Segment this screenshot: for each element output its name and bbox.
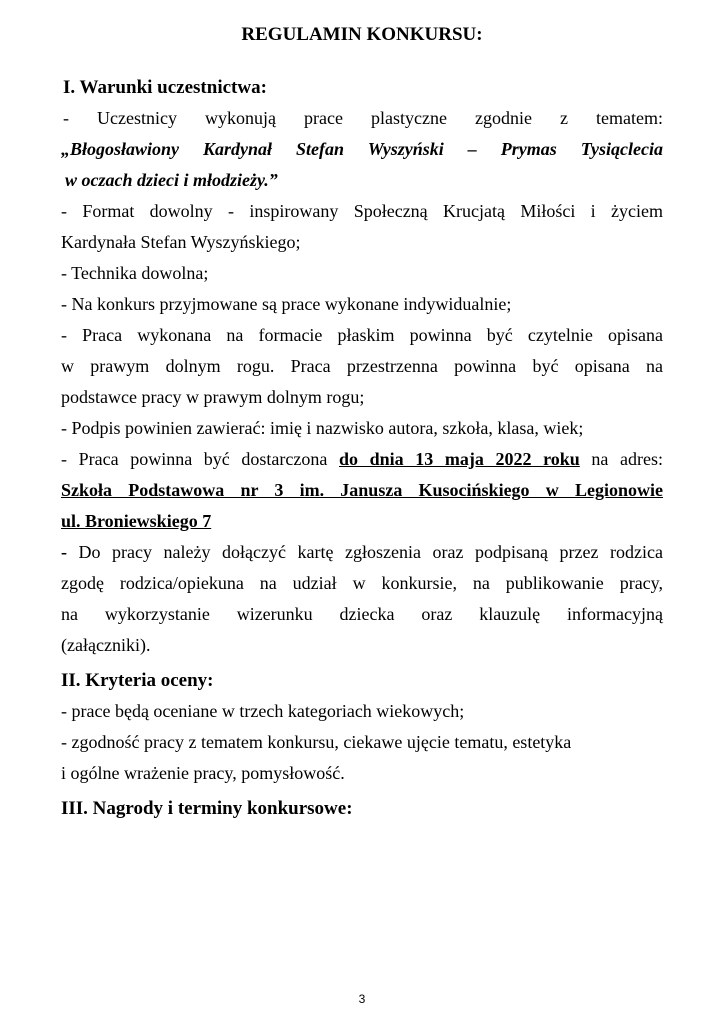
individual-work-line: - Na konkurs przyjmowane są prace wykonane indywidualnie; (61, 294, 512, 314)
document-body (61, 72, 663, 824)
delivery-suffix: na adres: (591, 449, 664, 469)
description-line-3: podstawce pracy w prawym dolnym rogu; (61, 387, 365, 407)
theme-line-2: w oczach dzieci i młodzieży.” (65, 170, 278, 190)
criteria-line-3: i ogólne wrażenie pracy, pomysłowość. (61, 763, 345, 783)
delivery-line (61, 444, 663, 475)
theme-line-1: „Błogosławiony Kardynał Stefan Wyszyński – Prymas Tysiąclecia (61, 139, 663, 159)
section-heading-prizes: III. Nagrody i terminy konkursowe: (61, 798, 353, 819)
description-line-1: - Praca wykonana na formacie płaskim powinna być czytelnie opisana (61, 325, 663, 345)
criteria-line-1: - prace będą oceniane w trzech kategoriach wiekowych; (61, 701, 465, 721)
signature-line: - Podpis powinien zawierać: imię i nazwisko autora, szkoła, klasa, wiek; (61, 418, 584, 438)
format-line-2: Kardynała Stefan Wyszyńskiego; (61, 232, 301, 252)
document-title: REGULAMIN KONKURSU: (241, 24, 483, 45)
attachments-line-2: zgodę rodzica/opiekuna na udział w konkursie, na publikowanie pracy, (61, 573, 663, 593)
section-heading-criteria: II. Kryteria oceny: (61, 670, 214, 691)
address-line-2: ul. Broniewskiego 7 (61, 511, 212, 531)
participants-line: - Uczestnicy wykonują prace plastyczne zgodnie z tematem: (63, 108, 663, 128)
address-line-1: Szkoła Podstawowa nr 3 im. Janusza Kusocińskiego w Legionowie (61, 480, 663, 500)
attachments-line-4: (załączniki). (61, 635, 151, 655)
format-line-1: - Format dowolny - inspirowany Społeczną Krucjatą Miłości i życiem (61, 201, 663, 221)
delivery-prefix: - Praca powinna być dostarczona (61, 449, 328, 469)
description-line-2: w prawym dolnym rogu. Praca przestrzenna powinna być opisana na (61, 356, 663, 376)
criteria-line-2: - zgodność pracy z tematem konkursu, ciekawe ujęcie tematu, estetyka (61, 732, 572, 752)
attachments-line-3: na wykorzystanie wizerunku dziecka oraz klauzulę informacyjną (61, 604, 663, 624)
delivery-deadline: do dnia 13 maja 2022 roku (339, 449, 580, 469)
attachments-dash: - (61, 542, 67, 562)
attachments-text: Do pracy należy dołączyć kartę zgłoszenia oraz podpisaną przez rodzica (78, 542, 664, 562)
section-heading-conditions: I. Warunki uczestnictwa: (63, 77, 267, 98)
technique-line: - Technika dowolna; (61, 263, 209, 283)
attachments-line-1 (61, 537, 663, 568)
page-number: 3 (358, 992, 366, 1006)
